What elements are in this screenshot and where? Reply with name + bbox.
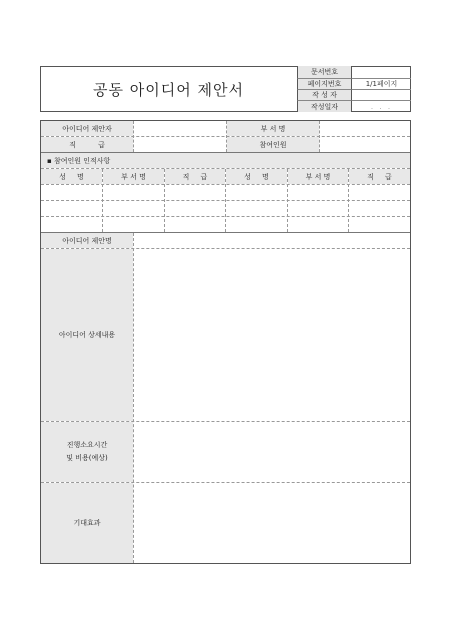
participants-field[interactable] [320, 137, 410, 152]
col-divider [348, 169, 349, 232]
proposer-label: 아이디어 제안자 [41, 121, 133, 136]
rank-field[interactable] [134, 137, 226, 152]
detail-label: 아이디어 상세내용 [41, 249, 133, 421]
col-divider [226, 121, 227, 152]
time-cost-label-line1: 진행소요시간 [66, 441, 108, 449]
col-divider [102, 169, 103, 232]
proposer-field[interactable] [134, 121, 226, 136]
author-label: 작 성 자 [297, 89, 351, 100]
dept-label: 부 서 명 [227, 121, 319, 136]
date-label: 작성일자 [297, 100, 351, 112]
dept-field[interactable] [320, 121, 410, 136]
time-cost-label-line2: 및 비용(예상) [66, 454, 108, 462]
author-field[interactable] [351, 89, 411, 100]
col-divider [133, 233, 134, 563]
doc-no-label: 문서번호 [297, 66, 351, 78]
col-dept-1: 부 서 명 [103, 169, 164, 184]
date-field[interactable]: . . . [351, 100, 411, 112]
rank-label: 직 급 [41, 137, 133, 152]
col-dept-2: 부 서 명 [288, 169, 348, 184]
col-rank-2: 직 급 [349, 169, 410, 184]
participant-rank-cell[interactable] [349, 185, 410, 200]
effect-label: 기대효과 [41, 483, 133, 563]
col-divider [133, 121, 134, 152]
participant-rank-cell[interactable] [165, 185, 225, 200]
col-divider [225, 169, 226, 232]
detail-field[interactable] [134, 249, 410, 421]
time-cost-label [41, 422, 133, 482]
document-title: 공동 아이디어 제안서 [93, 80, 244, 99]
doc-no-field[interactable] [351, 66, 411, 78]
participant-dept-cell[interactable] [288, 185, 348, 200]
col-divider [164, 169, 165, 232]
page-no-label: 페이지번호 [297, 78, 351, 89]
effect-field[interactable] [134, 483, 410, 563]
col-name-2: 성 명 [226, 169, 287, 184]
col-divider [287, 169, 288, 232]
idea-name-label: 아이디어 제안명 [41, 233, 133, 248]
idea-name-field[interactable] [134, 233, 410, 248]
participants-label: 참여인원 [227, 137, 319, 152]
participants-section-title: ▪ 참여인원 인적사항 [41, 153, 410, 168]
col-rank-1: 직 급 [165, 169, 225, 184]
col-name-1: 성 명 [41, 169, 102, 184]
participant-dept-cell[interactable] [103, 185, 164, 200]
page-no-value: 1/1페이지 [351, 78, 411, 89]
participant-name-cell[interactable] [41, 185, 102, 200]
participant-name-cell[interactable] [226, 185, 287, 200]
time-cost-field[interactable] [134, 422, 410, 482]
col-divider [319, 121, 320, 152]
